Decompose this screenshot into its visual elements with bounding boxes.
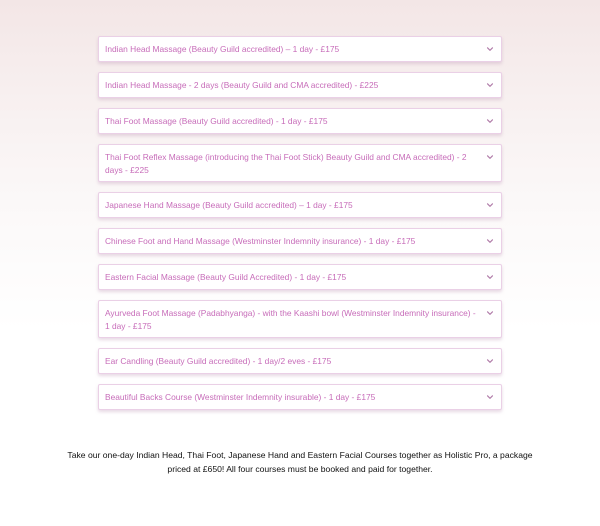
chevron-down-icon: [486, 393, 494, 401]
course-item-thai-foot[interactable]: [98, 108, 502, 134]
course-item-thai-foot-reflex[interactable]: [98, 144, 502, 182]
holistic-pro-package-note: Take our one-day Indian Head, Thai Foot, Japanese Hand and Eastern Facial Courses together as Holistic Pro, a package priced at £650! All four courses must be booked and paid for together.: [67, 450, 533, 474]
course-item-ayurveda-foot[interactable]: [98, 300, 502, 338]
chevron-down-icon: [486, 237, 494, 245]
chevron-down-icon: [486, 45, 494, 53]
course-item-label: Beautiful Backs Course (Westminster Indemnity insurable) - 1 day - £175: [105, 392, 376, 402]
course-item-label: Indian Head Massage (Beauty Guild accredited) – 1 day - £175: [105, 44, 340, 54]
course-item-indian-head-1day[interactable]: [98, 36, 502, 62]
chevron-down-icon: [486, 153, 494, 161]
course-item-chinese-foot-hand[interactable]: [98, 228, 502, 254]
course-item-label: Thai Foot Reflex Massage (introducing the Thai Foot Stick) Beauty Guild and CMA accredited) - 2 days - £225: [105, 152, 467, 175]
course-item-label: Thai Foot Massage (Beauty Guild accredited) - 1 day - £175: [105, 116, 328, 126]
course-item-beautiful-backs[interactable]: [98, 384, 502, 410]
course-item-eastern-facial[interactable]: [98, 264, 502, 290]
course-item-label: Ayurveda Foot Massage (Padabhyanga) - with the Kaashi bowl (Westminster Indemnity insurance) - 1 day - £175: [105, 308, 476, 331]
chevron-down-icon: [486, 309, 494, 317]
course-item-japanese-hand[interactable]: [98, 192, 502, 218]
chevron-down-icon: [486, 117, 494, 125]
course-item-label: Eastern Facial Massage (Beauty Guild Accredited) - 1 day - £175: [105, 272, 347, 282]
courses-accordion: [98, 36, 502, 420]
course-item-label: Japanese Hand Massage (Beauty Guild accredited) – 1 day - £175: [105, 200, 353, 210]
chevron-down-icon: [486, 357, 494, 365]
course-item-label: Indian Head Massage - 2 days (Beauty Guild and CMA accredited) - £225: [105, 80, 379, 90]
course-item-indian-head-2days[interactable]: [98, 72, 502, 98]
course-item-ear-candling[interactable]: [98, 348, 502, 374]
chevron-down-icon: [486, 81, 494, 89]
chevron-down-icon: [486, 273, 494, 281]
course-item-label: Ear Candling (Beauty Guild accredited) - 1 day/2 eves - £175: [105, 356, 332, 366]
chevron-down-icon: [486, 201, 494, 209]
course-item-label: Chinese Foot and Hand Massage (Westminster Indemnity insurance) - 1 day - £175: [105, 236, 416, 246]
